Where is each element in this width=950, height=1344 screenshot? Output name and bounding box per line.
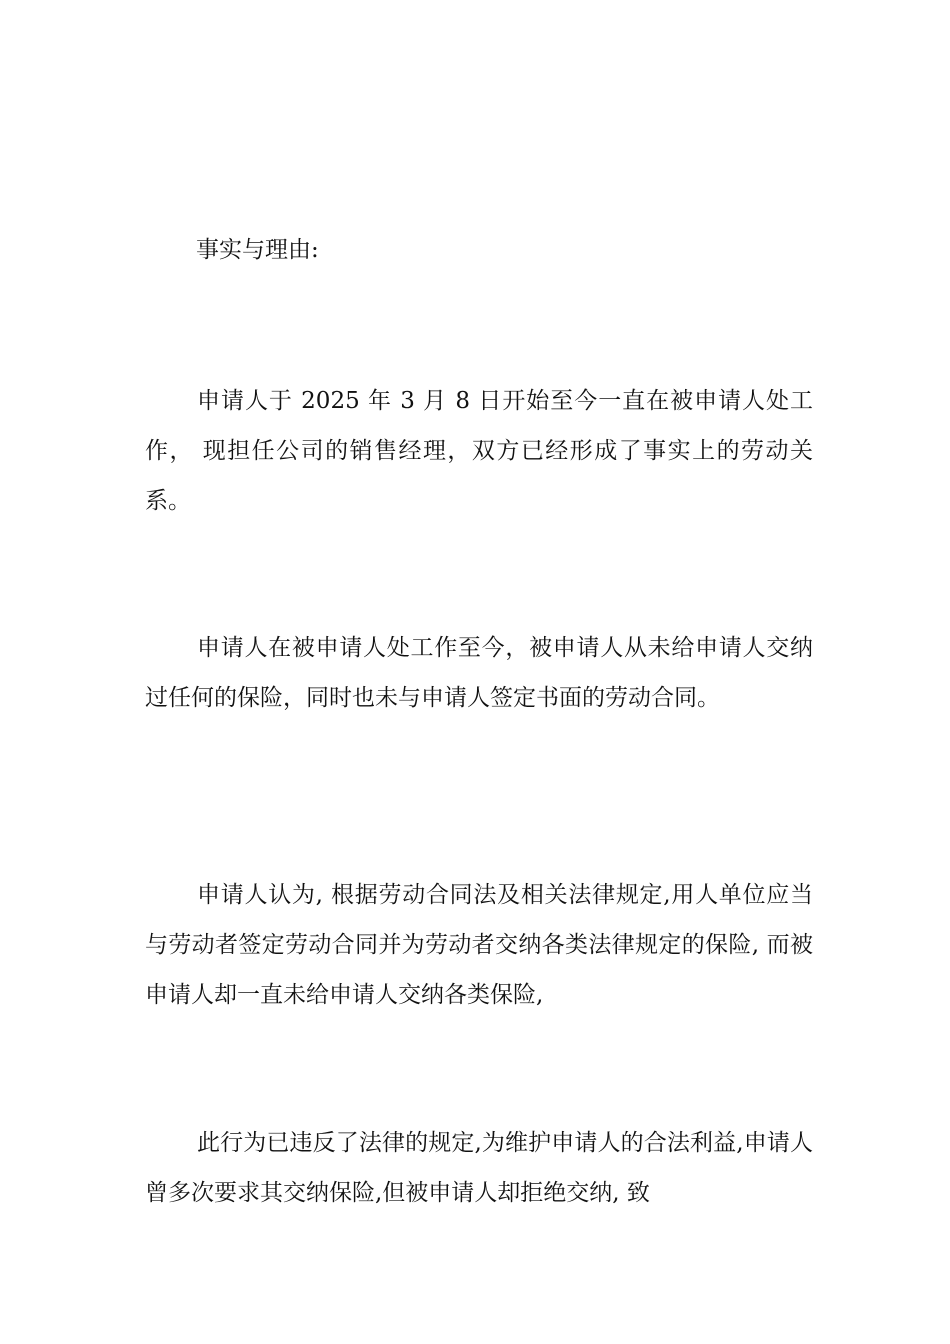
- paragraph-legal-basis: 申请人认为, 根据劳动合同法及相关法律规定,用人单位应当与劳动者签定劳动合同并为劳动者交纳各类法律规定的保险, 而被申请人却一直未给申请人交纳各类保险,: [145, 882, 813, 1008]
- paragraph-violation: 此行为已违反了法律的规定,为维护申请人的合法利益,申请人曾多次要求其交纳保险,但被申请人却拒绝交纳, 致: [145, 1130, 813, 1206]
- paragraph-employment: 申请人于 2025 年 3 月 8 日开始至今一直在被申请人处工作， 现担任公司的销售经理，双方已经形成了事实上的劳动关系。: [145, 388, 813, 514]
- section-heading: 事实与理由:: [196, 237, 319, 263]
- paragraph-no-insurance: 申请人在被申请人处工作至今，被申请人从未给申请人交纳过任何的保险，同时也未与申请人签定书面的劳动合同。: [145, 635, 813, 711]
